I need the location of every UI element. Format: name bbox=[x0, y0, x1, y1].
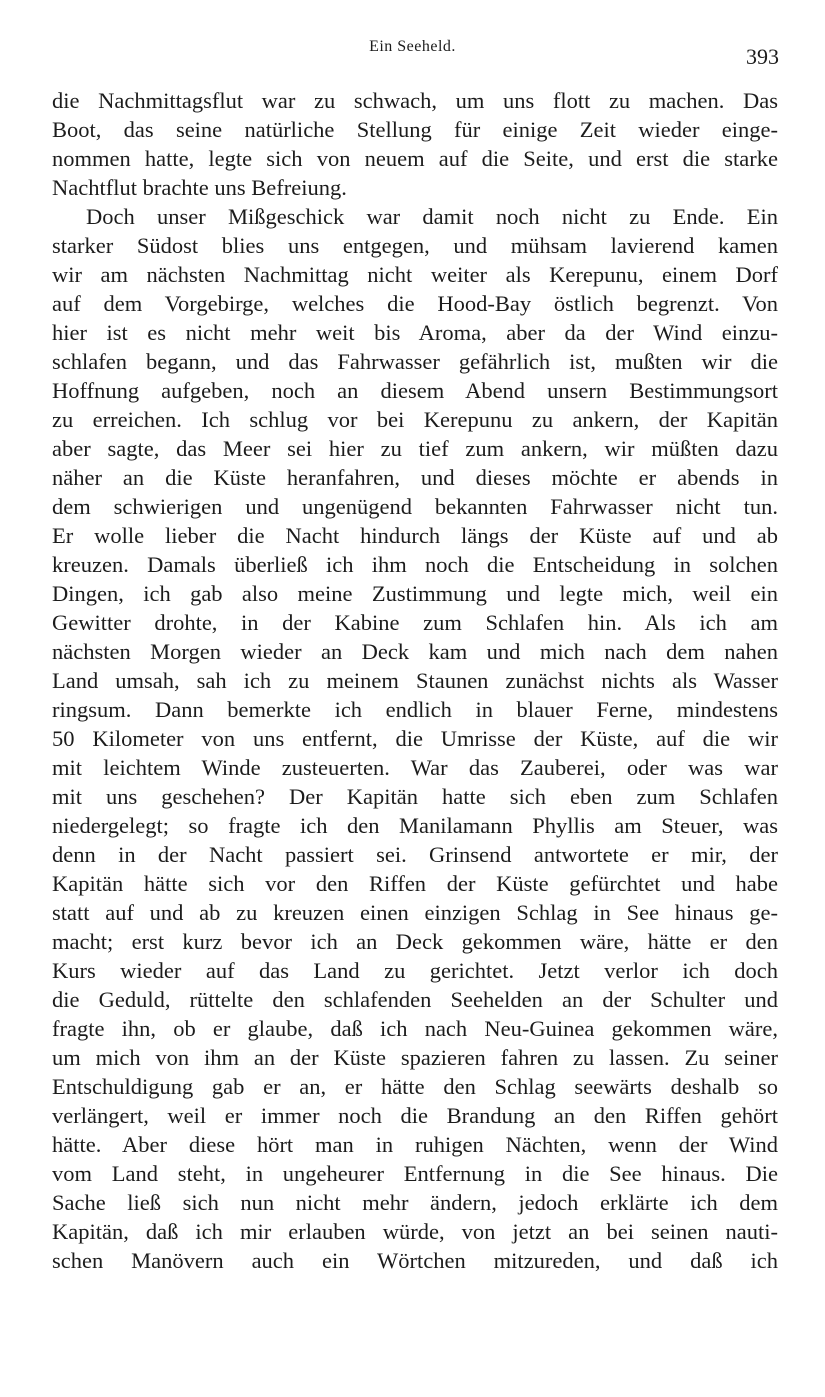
text-line: verlängert, weil er immer noch die Brandung an den Riffen gehört bbox=[52, 1103, 778, 1128]
text-line: schen Manövern auch ein Wörtchen mitzureden, und daß ich bbox=[52, 1248, 778, 1273]
text-line: Entschuldigung gab er an, er hätte den Schlag seewärts deshalb so bbox=[52, 1074, 778, 1099]
text-line: kreuzen. Damals überließ ich ihm noch die Entscheidung in solchen bbox=[52, 552, 778, 577]
text-line: nächsten Morgen wieder an Deck kam und mich nach dem nahen bbox=[52, 639, 778, 664]
text-line: Doch unser Mißgeschick war damit noch nicht zu Ende. Ein bbox=[86, 204, 778, 229]
text-line: mit leichtem Winde zusteuerten. War das Zauberei, oder was war bbox=[52, 755, 778, 780]
text-line: niedergelegt; so fragte ich den Manilamann Phyllis am Steuer, was bbox=[52, 813, 778, 838]
text-line: Hoffnung aufgeben, noch an diesem Abend unsern Bestimmungsort bbox=[52, 378, 778, 403]
text-line: macht; erst kurz bevor ich an Deck gekommen wäre, hätte er den bbox=[52, 929, 778, 954]
text-line: hier ist es nicht mehr weit bis Aroma, aber da der Wind einzu- bbox=[52, 320, 778, 345]
text-line: vom Land steht, in ungeheurer Entfernung in die See hinaus. Die bbox=[52, 1161, 778, 1186]
text-line: dem schwierigen und ungenügend bekannten Fahrwasser nicht tun. bbox=[52, 494, 778, 519]
text-line: mit uns geschehen? Der Kapitän hatte sich eben zum Schlafen bbox=[52, 784, 778, 809]
text-line: statt auf und ab zu kreuzen einen einzigen Schlag in See hinaus ge- bbox=[52, 900, 778, 925]
text-line: Dingen, ich gab also meine Zustimmung und legte mich, weil ein bbox=[52, 581, 778, 606]
running-title: Ein Seeheld. bbox=[369, 38, 456, 55]
text-line: Gewitter drohte, in der Kabine zum Schlafen hin. Als ich am bbox=[52, 610, 778, 635]
text-line: zu erreichen. Ich schlug vor bei Kerepunu zu ankern, der Kapitän bbox=[52, 407, 778, 432]
text-line: 50 Kilometer von uns entfernt, die Umrisse der Küste, auf die wir bbox=[52, 726, 778, 751]
text-line: schlafen begann, und das Fahrwasser gefährlich ist, mußten wir die bbox=[52, 349, 778, 374]
text-line: Er wolle lieber die Nacht hindurch längs der Küste auf und ab bbox=[52, 523, 778, 548]
text-line: Nachtflut brachte uns Befreiung. bbox=[52, 175, 347, 200]
text-line: nommen hatte, legte sich von neuem auf die Seite, und erst die starke bbox=[52, 146, 778, 171]
page-number: 393 bbox=[746, 44, 779, 69]
text-line: wir am nächsten Nachmittag nicht weiter als Kerepunu, einem Dorf bbox=[52, 262, 778, 287]
text-line: die Geduld, rüttelte den schlafenden Seehelden an der Schulter und bbox=[52, 987, 778, 1012]
text-line: starker Südost blies uns entgegen, und mühsam lavierend kamen bbox=[52, 233, 778, 258]
text-line: hätte. Aber diese hört man in ruhigen Nächten, wenn der Wind bbox=[52, 1132, 778, 1157]
text-line: Kurs wieder auf das Land zu gerichtet. Jetzt verlor ich doch bbox=[52, 958, 778, 983]
text-line: näher an die Küste heranfahren, und dieses möchte er abends in bbox=[52, 465, 778, 490]
text-line: Sache ließ sich nun nicht mehr ändern, jedoch erklärte ich dem bbox=[52, 1190, 778, 1215]
text-line: auf dem Vorgebirge, welches die Hood-Bay östlich begrenzt. Von bbox=[52, 291, 778, 316]
text-line: aber sagte, das Meer sei hier zu tief zum ankern, wir müßten dazu bbox=[52, 436, 778, 461]
text-line: denn in der Nacht passiert sei. Grinsend antwortete er mir, der bbox=[52, 842, 778, 867]
body-text bbox=[52, 86, 778, 1275]
text-line: die Nachmittagsflut war zu schwach, um uns flott zu machen. Das bbox=[52, 88, 778, 113]
running-head bbox=[0, 38, 825, 69]
text-line: Boot, das seine natürliche Stellung für einige Zeit wieder einge- bbox=[52, 117, 778, 142]
text-line: Kapitän, daß ich mir erlauben würde, von jetzt an bei seinen nauti- bbox=[52, 1219, 778, 1244]
text-line: Land umsah, sah ich zu meinem Staunen zunächst nichts als Wasser bbox=[52, 668, 778, 693]
text-line: ringsum. Dann bemerkte ich endlich in blauer Ferne, mindestens bbox=[52, 697, 778, 722]
text-line: Kapitän hätte sich vor den Riffen der Küste gefürchtet und habe bbox=[52, 871, 778, 896]
text-line: fragte ihn, ob er glaube, daß ich nach Neu-Guinea gekommen wäre, bbox=[52, 1016, 778, 1041]
text-line: um mich von ihm an der Küste spazieren fahren zu lassen. Zu seiner bbox=[52, 1045, 778, 1070]
